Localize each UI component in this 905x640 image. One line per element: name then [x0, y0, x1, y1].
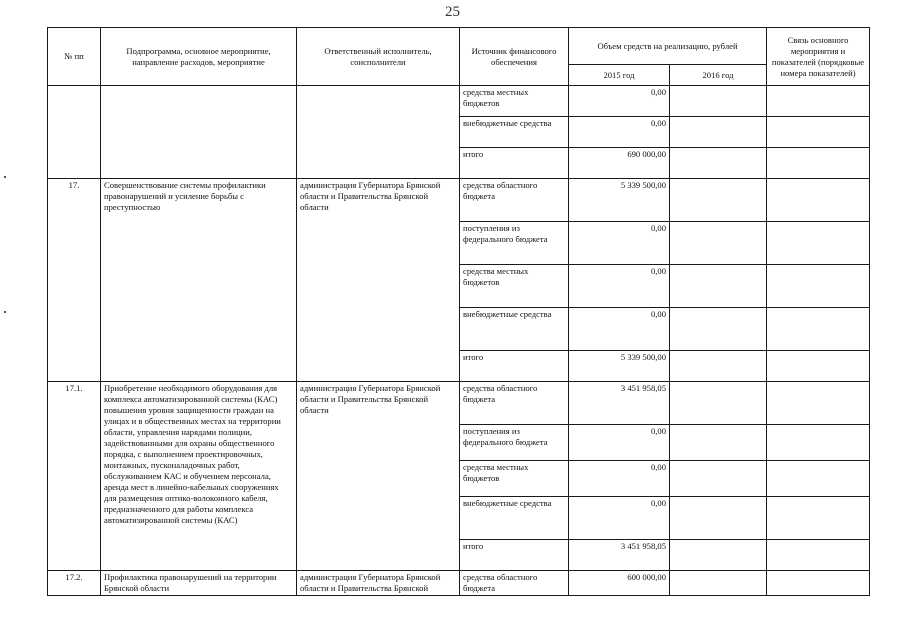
cell-amount-2015: 0,00	[569, 308, 670, 351]
cell-link	[767, 265, 870, 308]
cell-amount-2015: 5 339 500,00	[569, 179, 670, 222]
cell-source: внебюджетные средства	[460, 497, 569, 540]
cell-num: 17.	[48, 179, 101, 382]
cell-amount-2016	[670, 497, 767, 540]
cell-amount-2016	[670, 148, 767, 179]
cell-amount-2016	[670, 571, 767, 596]
cell-link	[767, 308, 870, 351]
header-volume: Объем средств на реализацию, рублей	[569, 28, 767, 65]
cell-amount-2016	[670, 351, 767, 382]
cell-source: средства местных бюджетов	[460, 461, 569, 497]
cell-link	[767, 425, 870, 461]
cell-amount-2015: 0,00	[569, 497, 670, 540]
cell-link	[767, 571, 870, 596]
cell-executor: администрация Губернатора Брянской области и Правительства Брянской	[297, 571, 460, 596]
cell-source: поступления из федерального бюджета	[460, 425, 569, 461]
cell-num: 17.2.	[48, 571, 101, 596]
header-num: № пп	[48, 28, 101, 86]
cell-amount-2016	[670, 540, 767, 571]
cell-amount-2016	[670, 117, 767, 148]
header-year-2016: 2016 год	[670, 65, 767, 86]
cell-executor: администрация Губернатора Брянской области и Правительства Брянской области	[297, 179, 460, 382]
table-row	[48, 179, 870, 222]
cell-total-amount: 690 000,00	[569, 148, 670, 179]
cell-amount-2015: 0,00	[569, 86, 670, 117]
cell-amount-2016	[670, 382, 767, 425]
page-number: 25	[445, 4, 460, 20]
cell-link	[767, 382, 870, 425]
cell-total-label: итого	[460, 351, 569, 382]
funding-table	[47, 27, 870, 596]
cell-link	[767, 117, 870, 148]
cell-source: средства местных бюджетов	[460, 86, 569, 117]
cell-amount-2015: 0,00	[569, 425, 670, 461]
cell-link	[767, 179, 870, 222]
header-executor: Ответственный исполнитель, соисполнители	[297, 28, 460, 86]
table-row	[48, 86, 870, 117]
cell-num: 17.1.	[48, 382, 101, 571]
cell-amount-2016	[670, 425, 767, 461]
cell-amount-2016	[670, 222, 767, 265]
cell-amount-2015: 0,00	[569, 461, 670, 497]
cell-link	[767, 540, 870, 571]
cell-amount-2015: 3 451 958,05	[569, 382, 670, 425]
cell-link	[767, 351, 870, 382]
cell-amount-2016	[670, 86, 767, 117]
cell-link	[767, 461, 870, 497]
cell-amount-2016	[670, 308, 767, 351]
header-year-2015: 2015 год	[569, 65, 670, 86]
header-source: Источник финансового обеспечения	[460, 28, 569, 86]
cell-source: средства областного бюджета	[460, 571, 569, 596]
cell-executor-empty	[297, 86, 460, 179]
cell-total-label: итого	[460, 540, 569, 571]
cell-amount-2015: 0,00	[569, 222, 670, 265]
cell-link	[767, 86, 870, 117]
cell-amount-2015: 0,00	[569, 265, 670, 308]
cell-program-empty	[101, 86, 297, 179]
table-row	[48, 571, 870, 596]
cell-amount-2016	[670, 461, 767, 497]
table-row	[48, 382, 870, 425]
cell-source: поступления из федерального бюджета	[460, 222, 569, 265]
cell-source: средства местных бюджетов	[460, 265, 569, 308]
cell-total-label: итого	[460, 148, 569, 179]
cell-link	[767, 148, 870, 179]
cell-source: средства областного бюджета	[460, 179, 569, 222]
cell-program: Приобретение необходимого оборудования для комплекса автоматизированной системы (КАС) повышения уровня защищенности граждан на улицах и в общественных местах на территории области, управления нарядами полиции, задействованными для охраны общественного порядка, с выполнением проектировочных, монтажных, пусконаладочных работ, обслуживанием КАС и обучением персонала, аренда мест в линейно-кабельных сооружениях для размещения оптико-волоконного кабеля, предназначенного для работы комплекса автоматизированной системы (КАС)	[101, 382, 297, 571]
cell-amount-2015: 600 000,00	[569, 571, 670, 596]
cell-amount-2016	[670, 265, 767, 308]
header-program: Подпрограмма, основное мероприятие, направление расходов, мероприятие	[101, 28, 297, 86]
scan-artifact	[4, 176, 6, 178]
cell-source: внебюджетные средства	[460, 308, 569, 351]
cell-total-amount: 3 451 958,05	[569, 540, 670, 571]
cell-source: средства областного бюджета	[460, 382, 569, 425]
cell-num-empty	[48, 86, 101, 179]
cell-amount-2016	[670, 179, 767, 222]
cell-program: Совершенствование системы профилактики правонарушений и усиление борьбы с преступностью	[101, 179, 297, 382]
cell-source: внебюджетные средства	[460, 117, 569, 148]
cell-executor: администрация Губернатора Брянской области и Правительства Брянской области	[297, 382, 460, 571]
header-link: Связь основного мероприятия и показателей (порядковые номера показателей)	[767, 28, 870, 86]
cell-amount-2015: 0,00	[569, 117, 670, 148]
cell-link	[767, 222, 870, 265]
cell-program: Профилактика правонарушений на территории Брянской области	[101, 571, 297, 596]
scan-artifact	[4, 311, 6, 313]
cell-link	[767, 497, 870, 540]
cell-total-amount: 5 339 500,00	[569, 351, 670, 382]
